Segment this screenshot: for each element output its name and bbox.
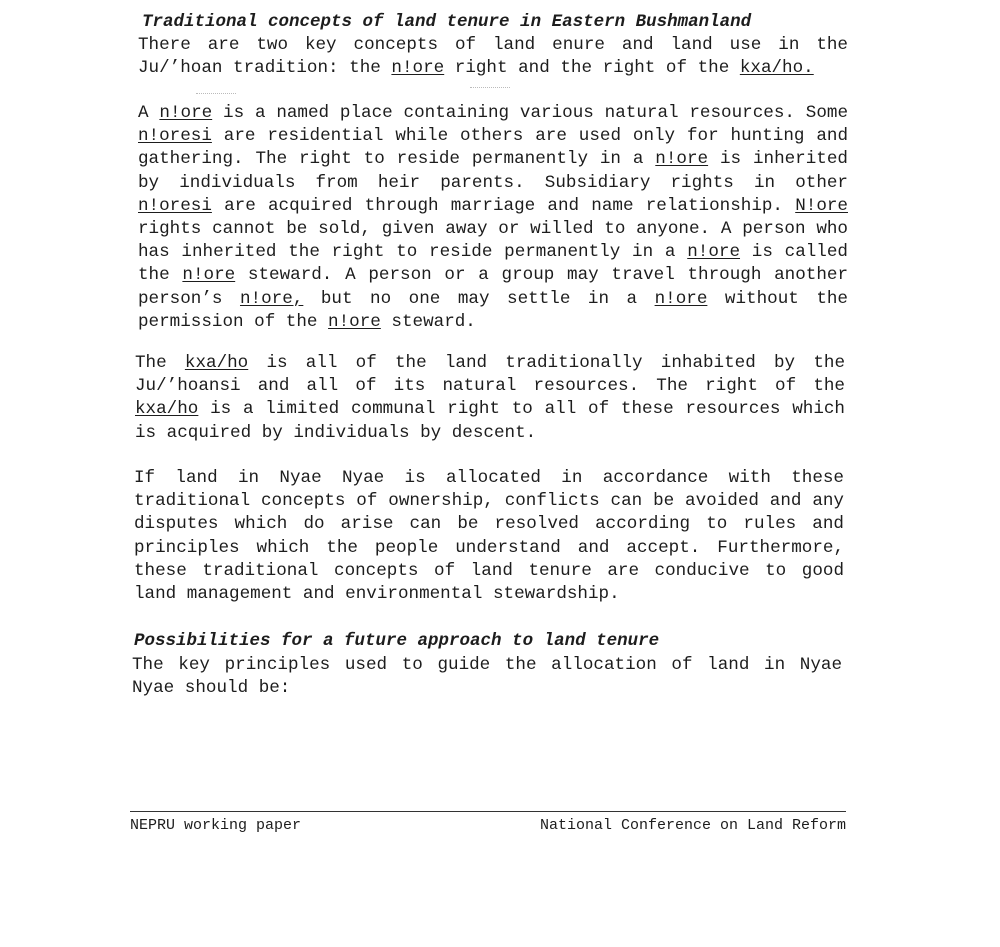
term-kxaho: kxa/ho. bbox=[739, 58, 814, 79]
term-noresi: n!oresi bbox=[138, 126, 212, 147]
text-run: is a limited communal right to all of these resources which is acquired by individuals by descent. bbox=[135, 399, 845, 443]
text-run: is a named place containing various natural resources. Some bbox=[212, 103, 848, 123]
text-run: rights cannot be sold, given away or willed to anyone. A person who has inherited the right to reside permanently in a bbox=[138, 219, 848, 263]
term-nore: n!ore bbox=[687, 242, 741, 263]
footer-left: NEPRU working paper bbox=[130, 817, 302, 834]
text-run: is inherited by individuals from heir parents. Subsidiary rights in other bbox=[138, 149, 848, 193]
text-run: without the permission of the bbox=[138, 288, 848, 332]
scan-smudge bbox=[196, 93, 236, 95]
text-run: A bbox=[138, 103, 160, 123]
text-run: right and the right of the bbox=[444, 58, 740, 79]
allocation-paragraph: If land in Nyae Nyae is allocated in accordance with these traditional concepts of ownership, conflicts can be avoided and any disputes which do arise can be resolved according to rules and principles which the people understand and accept. Furthermore, these traditional concepts of land tenure are conducive to good land management and environmental stewardship. bbox=[134, 468, 844, 605]
nore-paragraph bbox=[138, 102, 848, 334]
term-noresi: n!oresi bbox=[138, 195, 212, 216]
text-run: steward. A person or a group may travel through another person’s bbox=[138, 265, 848, 309]
term-nore: N!ore bbox=[795, 195, 848, 216]
text-run: are residential while others are used only for hunting and gathering. The right to reside permanently in a bbox=[138, 126, 848, 170]
footer-rule bbox=[130, 811, 846, 812]
term-nore: n!ore, bbox=[239, 288, 304, 309]
term-nore: n!ore bbox=[654, 288, 708, 309]
text-run: There are two key concepts of land enure and land use in the Ju/’hoan tradition: the bbox=[138, 35, 848, 79]
term-kxaho: kxa/ho bbox=[135, 399, 199, 420]
principles-paragraph: The key principles used to guide the allocation of land in Nyae Nyae should be: bbox=[132, 655, 842, 699]
section-heading-future-approach: Possibilities for a future approach to land tenure bbox=[134, 631, 660, 651]
footer-right: National Conference on Land Reform bbox=[539, 817, 846, 834]
text-run: but no one may settle in a bbox=[303, 288, 655, 309]
term-nore: n!ore bbox=[391, 58, 445, 79]
text-run: steward. bbox=[380, 311, 476, 332]
text-run: are acquired through marriage and name relationship. bbox=[211, 195, 796, 216]
text-run: is called the bbox=[138, 242, 848, 286]
term-nore: n!ore bbox=[159, 103, 213, 123]
kxaho-paragraph bbox=[135, 352, 845, 445]
text-run: is all of the land traditionally inhabited by the Ju/’hoansi and all of its natural resources. The right of the bbox=[135, 353, 845, 397]
scan-smudge bbox=[470, 87, 510, 89]
intro-paragraph bbox=[138, 34, 848, 80]
term-nore: n!ore bbox=[655, 149, 709, 170]
term-nore: n!ore bbox=[182, 265, 236, 286]
term-kxaho: kxa/ho bbox=[184, 353, 249, 373]
section-heading-traditional-concepts: Traditional concepts of land tenure in Eastern Bushmanland bbox=[142, 12, 752, 32]
term-nore: n!ore bbox=[328, 311, 381, 332]
text-run: The bbox=[135, 353, 185, 373]
